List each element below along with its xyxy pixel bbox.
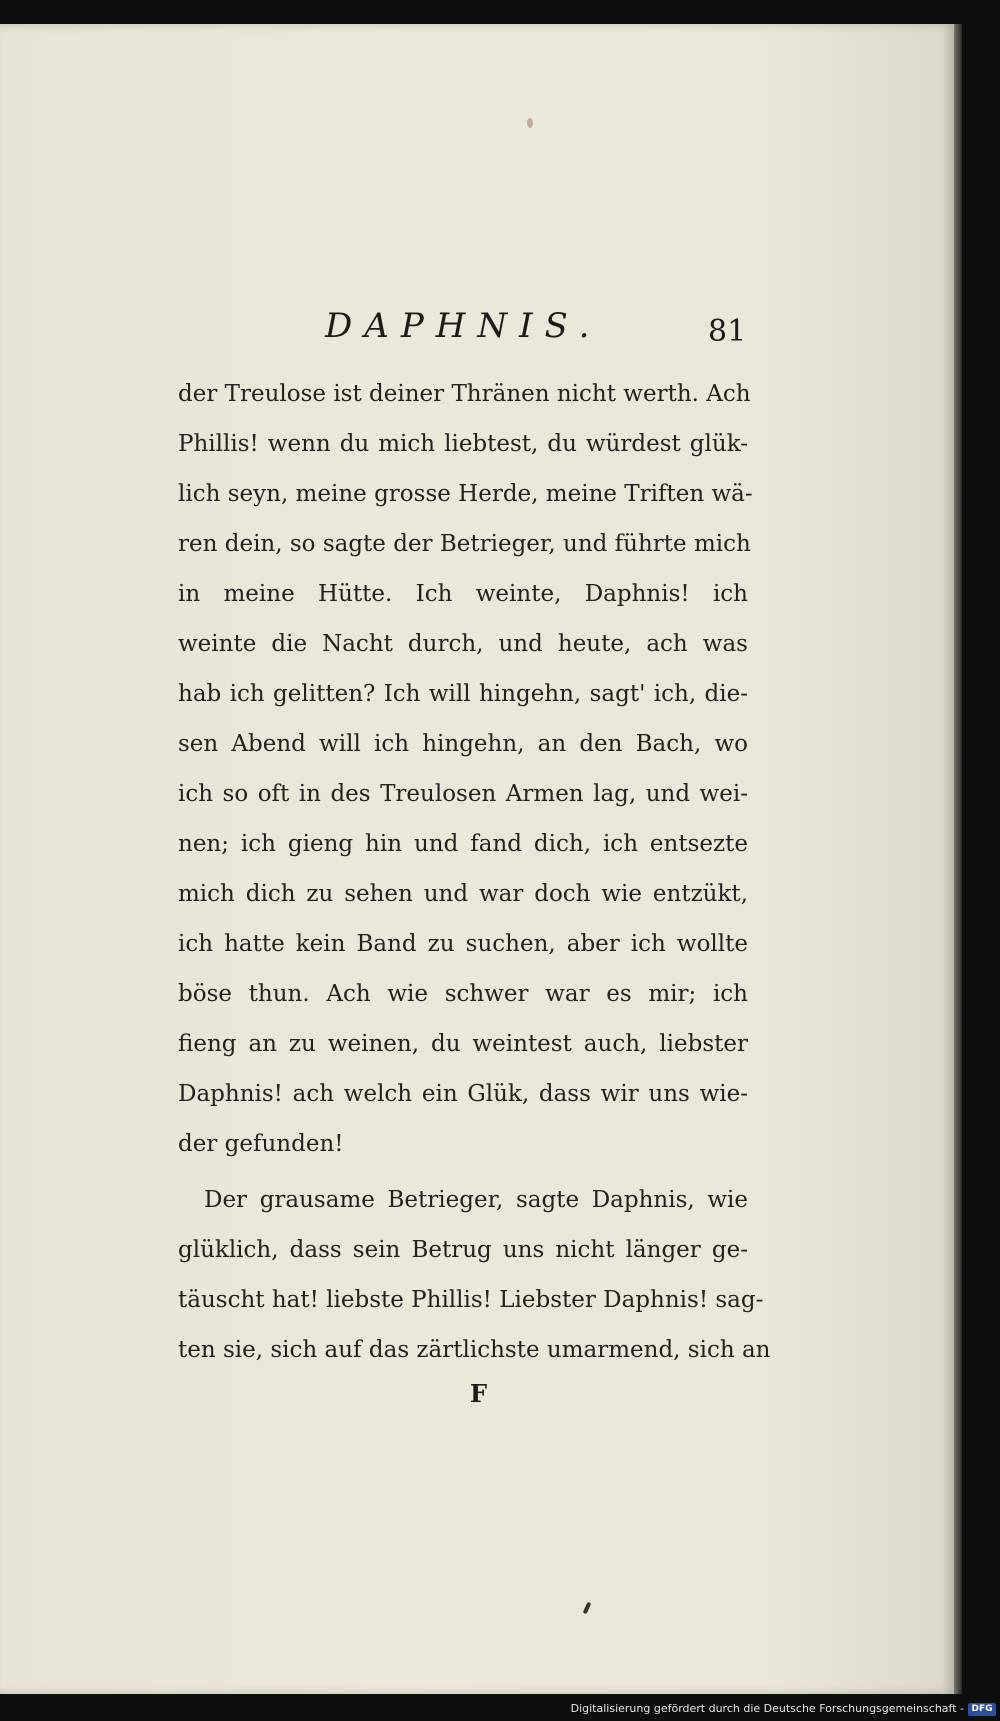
text-line: mich dich zu sehen und war doch wie entzükt, — [178, 881, 748, 907]
text-line: sen Abend will ich hingehn, an den Bach, wo — [178, 731, 748, 757]
body-text — [178, 369, 771, 1375]
page-number: 81 — [708, 314, 747, 349]
text-line: der gefunden! — [178, 1131, 344, 1157]
signature-mark: F — [470, 1379, 488, 1408]
paper-stain — [527, 118, 533, 128]
funding-credit: Digitalisierung gefördert durch die Deutsche Forschungsgemeinschaft - — [570, 1702, 964, 1715]
text-line: Daphnis! ach welch ein Glük, dass wir uns wie- — [178, 1081, 748, 1107]
running-head: DAPHNIS. — [325, 306, 602, 346]
text-line: der Treulose ist deiner Thränen nicht werth. Ach — [178, 381, 751, 407]
text-line: nen; ich gieng hin und fand dich, ich entsezte — [178, 831, 748, 857]
paper-speck — [583, 1602, 592, 1615]
text-line: lich seyn, meine grosse Herde, meine Triften wä- — [178, 481, 753, 507]
text-line: Phillis! wenn du mich liebtest, du würdest glük- — [178, 431, 748, 457]
text-line: Der grausame Betrieger, sagte Daphnis, wie — [204, 1187, 748, 1213]
text-line: fieng an zu weinen, du weintest auch, liebster — [178, 1031, 748, 1057]
text-line: ten sie, sich auf das zärtlichste umarmend, sich an — [178, 1337, 771, 1363]
text-line: ich so oft in des Treulosen Armen lag, und wei- — [178, 781, 748, 807]
text-line: hab ich gelitten? Ich will hingehn, sagt' ich, die- — [178, 681, 748, 707]
text-line: glüklich, dass sein Betrug uns nicht länger ge- — [178, 1237, 748, 1263]
text-line: ren dein, so sagte der Betrieger, und führte mich — [178, 531, 751, 557]
text-line: in meine Hütte. Ich weinte, Daphnis! ich — [178, 581, 748, 607]
footer-bar — [0, 1700, 1000, 1721]
text-line: ich hatte kein Band zu suchen, aber ich wollte — [178, 931, 748, 957]
text-line: täuscht hat! liebste Phillis! Liebster Daphnis! sag- — [178, 1287, 764, 1313]
page-edge — [954, 24, 962, 1694]
dfg-logo: DFG — [968, 1703, 996, 1716]
book-page — [0, 24, 954, 1694]
text-line: weinte die Nacht durch, und heute, ach was — [178, 631, 748, 657]
text-line: böse thun. Ach wie schwer war es mir; ich — [178, 981, 748, 1007]
